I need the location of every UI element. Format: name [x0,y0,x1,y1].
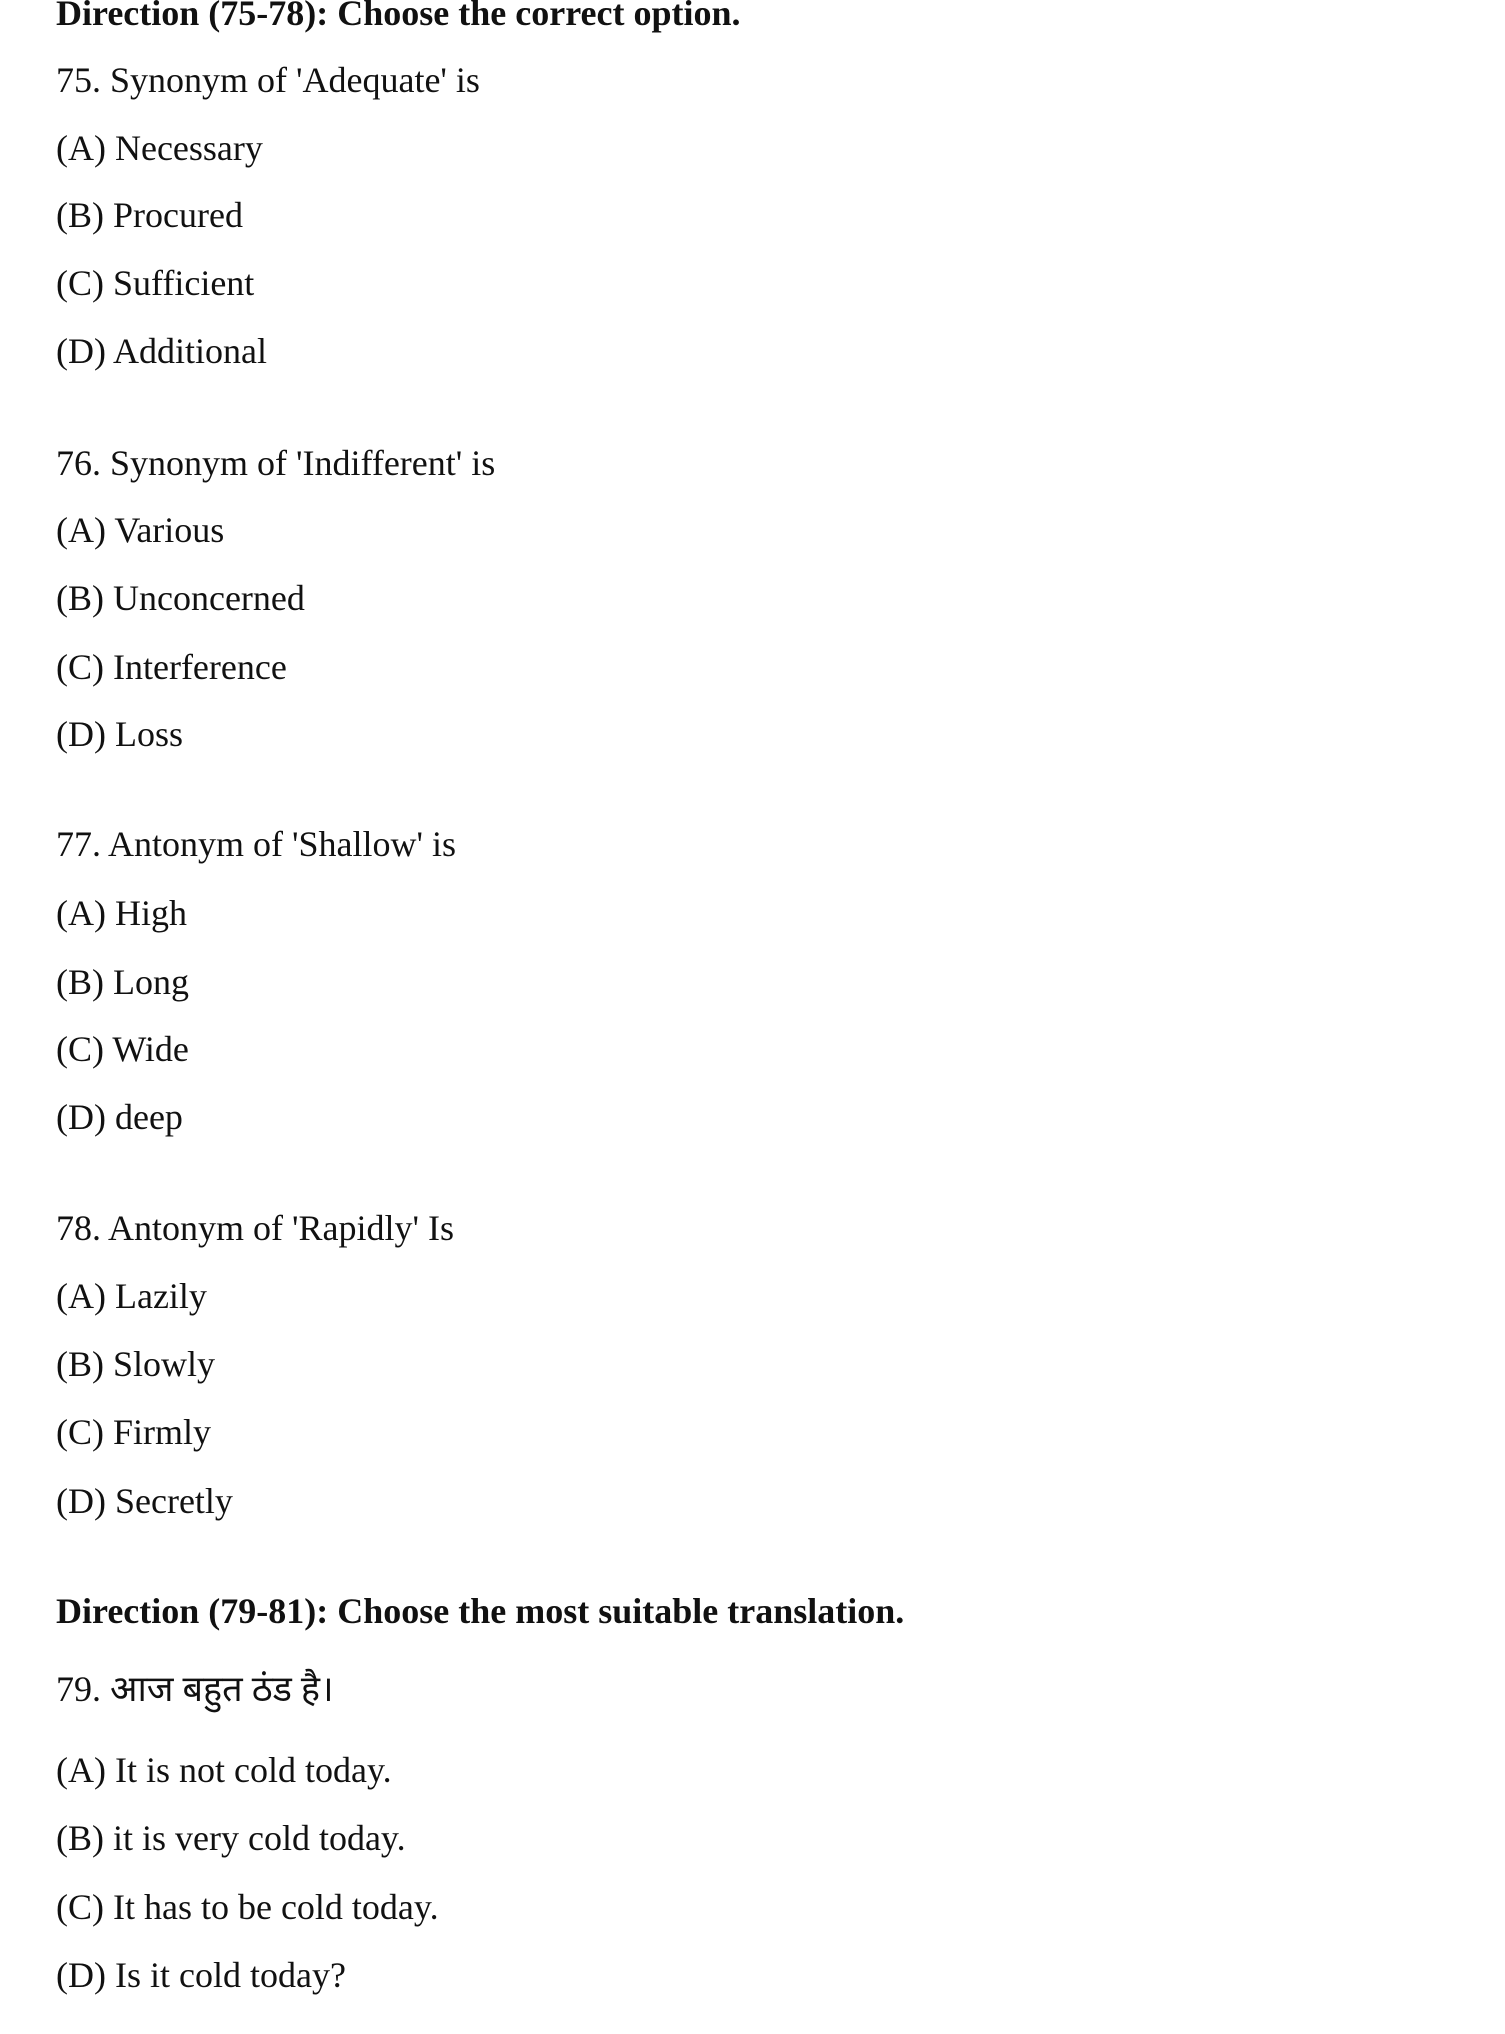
option-d: (D) Is it cold today? [56,1955,346,1995]
option-b: (B) Procured [56,195,243,235]
option-a: (A) Lazily [56,1276,207,1316]
option-c: (C) It has to be cold today. [56,1887,439,1927]
option-c: (C) Firmly [56,1412,212,1452]
question-77: 77. Antonym of 'Shallow' is [56,824,456,864]
option-a: (A) It is not cold today. [56,1750,392,1790]
option-d: (D) deep [56,1097,183,1137]
option-a: (A) Various [56,510,225,550]
option-d: (D) Additional [56,331,267,371]
option-b: (B) Long [56,962,189,1002]
option-d: (D) Loss [56,714,183,754]
question-78: 78. Antonym of 'Rapidly' Is [56,1208,454,1248]
option-a: (A) High [56,893,187,933]
option-a: (A) Necessary [56,128,263,168]
direction-heading: Direction (79-81): Choose the most suitable translation. [56,1591,905,1631]
option-d: (D) Secretly [56,1481,233,1521]
question-79: 79. आज बहुत ठंड है। [56,1669,334,1709]
option-b: (B) Unconcerned [56,578,305,618]
option-b: (B) Slowly [56,1344,216,1384]
option-b: (B) it is very cold today. [56,1818,406,1858]
option-c: (C) Interference [56,647,287,687]
option-c: (C) Wide [56,1029,189,1069]
option-c: (C) Sufficient [56,263,255,303]
question-75: 75. Synonym of 'Adequate' is [56,60,480,100]
direction-heading: Direction (75-78): Choose the correct option. [56,0,741,33]
question-76: 76. Synonym of 'Indifferent' is [56,443,496,483]
